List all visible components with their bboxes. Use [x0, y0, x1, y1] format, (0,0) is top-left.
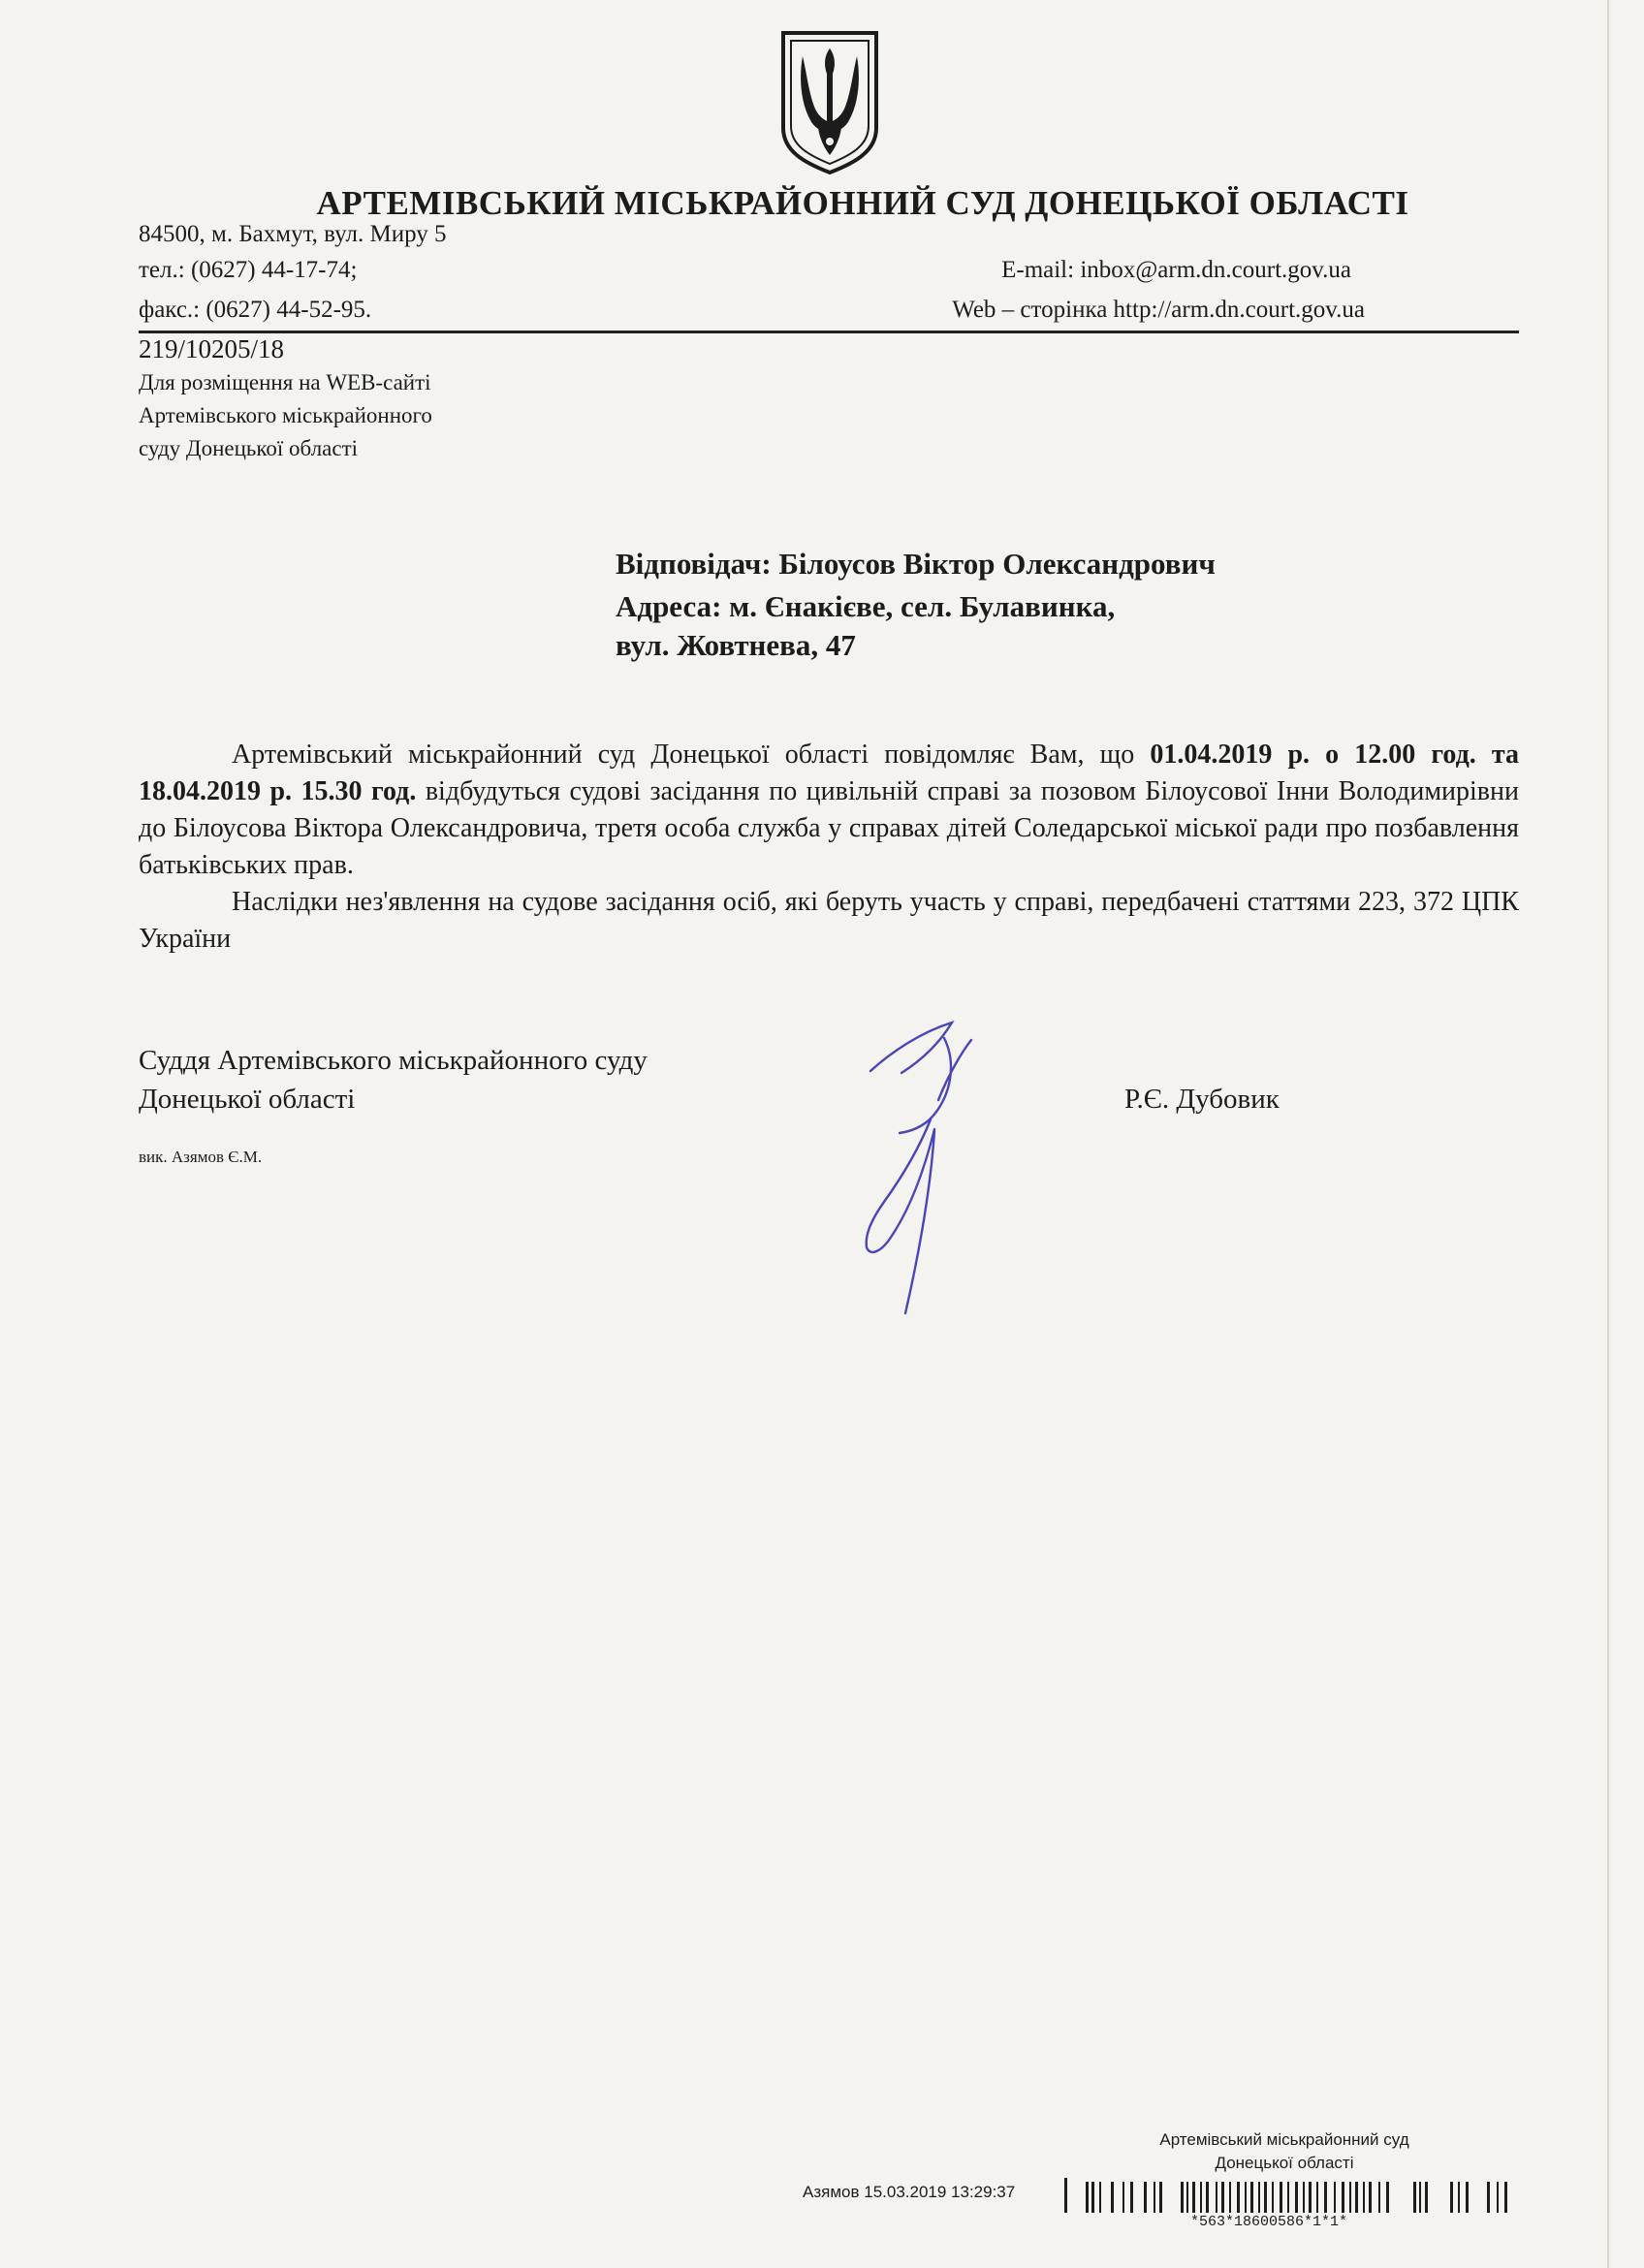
notice-text: Артемівський міськрайонний суд Донецької області повідомляє Вам, що	[232, 740, 1151, 770]
stamp-court-region: Донецької області	[1215, 2154, 1354, 2172]
handwritten-signature	[843, 1003, 989, 1323]
court-address: 84500, м. Бахмут, вул. Миру 5	[139, 221, 447, 247]
notice-paragraph	[139, 737, 1519, 884]
notice-body	[139, 737, 1519, 958]
barcode-number: *563*18600586*1*1*	[1190, 2214, 1348, 2230]
web-note-line: Для розміщення на WEB-сайті	[139, 370, 431, 394]
page-edge	[1607, 0, 1609, 2268]
web-note-line: Артемівського міськрайонного	[139, 403, 432, 427]
barcode	[1064, 2178, 1514, 2213]
court-phone: тел.: (0627) 44-17-74;	[139, 257, 358, 283]
judge-title: Суддя Артемівського міськрайонного суду	[139, 1045, 648, 1076]
header-rule	[139, 331, 1519, 333]
executor-note: вик. Азямов Є.М.	[139, 1148, 263, 1166]
case-number: 219/10205/18	[139, 334, 285, 363]
judge-name: Р.Є. Дубовик	[1124, 1084, 1280, 1115]
trident-coat-of-arms-icon	[775, 27, 884, 174]
court-email: E-mail: inbox@arm.dn.court.gov.ua	[1001, 257, 1351, 283]
judge-title: Донецької області	[139, 1084, 356, 1115]
addressee-street: вул. Жовтнева, 47	[616, 628, 856, 662]
consequences-paragraph: Наслідки нез'явлення на судове засідання осіб, які беруть участь у справі, передбачені статтями 223, 372 ЦПК України	[139, 887, 1519, 954]
court-fax: факс.: (0627) 44-52-95.	[139, 297, 372, 323]
stamp-court-name: Артемівський міськрайонний суд	[1159, 2130, 1409, 2149]
registration-stamp: Азямов 15.03.2019 13:29:37	[803, 2183, 1016, 2201]
court-title: АРТЕМІВСЬКИЙ МІСЬКРАЙОННИЙ СУД ДОНЕЦЬКОЇ ОБЛАСТІ	[316, 184, 1409, 222]
addressee-name: Відповідач: Білоусов Віктор Олександрович	[616, 547, 1216, 581]
notice-text: відбудуться судові засідання по цивільній справі за позовом Білоусової Інни Володимирівни до Білоусова Віктора Олександровича, третя особа служба у справах дітей Соледарської міської ради про позбавлення батьківських прав.	[139, 776, 1520, 880]
court-website: Web – сторінка http://arm.dn.court.gov.ua	[952, 297, 1365, 323]
web-note-line: суду Донецької області	[139, 436, 359, 460]
addressee-address: Адреса: м. Єнакієве, сел. Булавинка,	[616, 589, 1116, 623]
hearing-dates: 01.04.2019 р. о 12.00 год. та 18.04.2019 р. 15.30 год.	[139, 740, 1519, 806]
